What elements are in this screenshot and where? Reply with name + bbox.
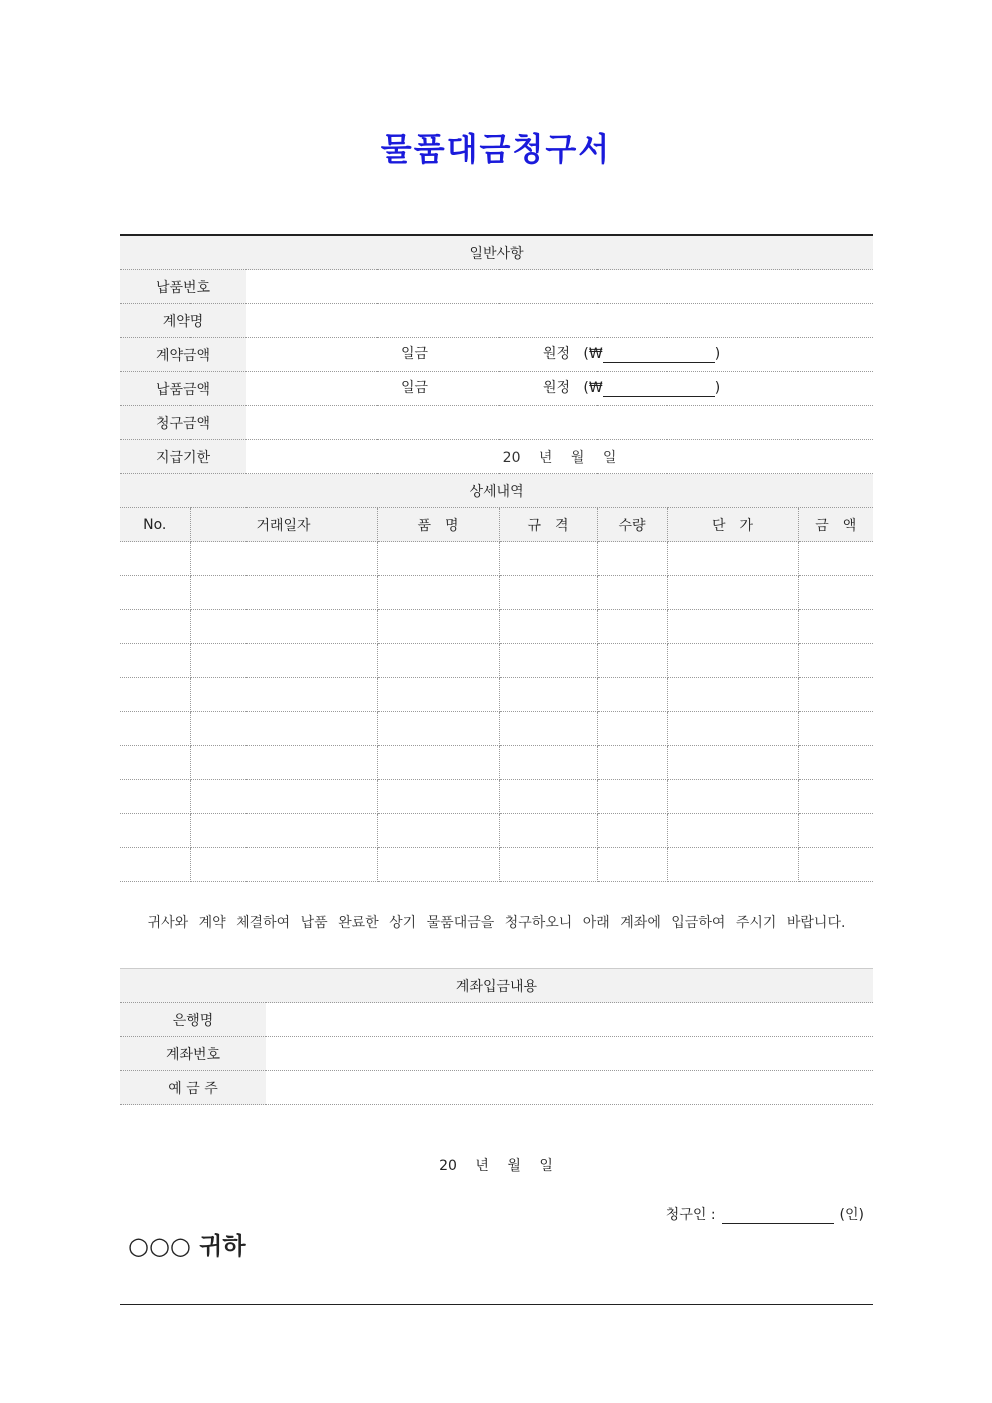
table-row: [120, 712, 873, 746]
account-no-label: 계좌번호: [120, 1037, 266, 1071]
table-cell[interactable]: [499, 780, 597, 814]
general-info-table: [120, 234, 873, 882]
table-cell[interactable]: [597, 542, 667, 576]
bank-label: 은행명: [120, 1003, 266, 1037]
contract-name-field[interactable]: [246, 304, 873, 338]
table-row: [120, 678, 873, 712]
table-cell[interactable]: [597, 610, 667, 644]
table-cell[interactable]: [667, 678, 798, 712]
due-date-field[interactable]: 20 년 월 일: [246, 440, 873, 474]
table-cell[interactable]: [120, 746, 190, 780]
table-cell[interactable]: [499, 576, 597, 610]
col-header-unit-price: 단 가: [667, 508, 798, 542]
recipient: ○○○ 귀하: [128, 1232, 246, 1260]
table-cell[interactable]: [377, 780, 499, 814]
details-header-row: [120, 508, 873, 542]
table-cell[interactable]: [377, 678, 499, 712]
table-cell[interactable]: [377, 712, 499, 746]
holder-label: 예 금 주: [120, 1071, 266, 1105]
claim-amount-label: 청구금액: [120, 406, 246, 440]
table-row: [120, 542, 873, 576]
delivery-amount-field[interactable]: [246, 372, 873, 406]
table-row: [120, 780, 873, 814]
account-no-field[interactable]: [266, 1037, 873, 1071]
table-row: [120, 848, 873, 882]
table-cell[interactable]: [190, 576, 377, 610]
table-cell[interactable]: [667, 746, 798, 780]
table-row: [120, 814, 873, 848]
table-cell[interactable]: [120, 780, 190, 814]
table-cell[interactable]: [499, 848, 597, 882]
table-cell[interactable]: [190, 678, 377, 712]
table-cell[interactable]: [190, 542, 377, 576]
delivery-no-label: 납품번호: [120, 270, 246, 304]
table-cell[interactable]: [190, 848, 377, 882]
table-cell[interactable]: [667, 576, 798, 610]
table-cell[interactable]: [377, 814, 499, 848]
claimant-label: 청구인 :: [665, 1207, 716, 1223]
table-cell[interactable]: [597, 644, 667, 678]
col-header-no: No.: [120, 508, 190, 542]
table-cell[interactable]: [190, 644, 377, 678]
col-header-item: 품 명: [377, 508, 499, 542]
table-cell[interactable]: [798, 712, 873, 746]
col-header-spec: 규 격: [499, 508, 597, 542]
account-info-table: [120, 968, 873, 1105]
table-cell[interactable]: [597, 848, 667, 882]
col-header-qty: 수량: [597, 508, 667, 542]
table-cell[interactable]: [798, 542, 873, 576]
claimant-signature-field[interactable]: [722, 1209, 834, 1224]
table-cell[interactable]: [667, 848, 798, 882]
table-cell[interactable]: [597, 780, 667, 814]
table-cell[interactable]: [667, 644, 798, 678]
table-cell[interactable]: [798, 678, 873, 712]
table-cell[interactable]: [499, 610, 597, 644]
table-cell[interactable]: [377, 644, 499, 678]
table-cell[interactable]: [667, 542, 798, 576]
table-cell[interactable]: [190, 746, 377, 780]
claim-notice: 귀사와 계약 체결하여 납품 완료한 상기 물품대금을 청구하오니 아래 계좌에 입금하여 주시기 바랍니다.: [147, 915, 846, 931]
table-cell[interactable]: [667, 814, 798, 848]
table-cell[interactable]: [377, 576, 499, 610]
table-cell[interactable]: [499, 678, 597, 712]
table-cell[interactable]: [597, 576, 667, 610]
details-section-title: 상세내역: [120, 474, 873, 508]
table-cell[interactable]: [120, 644, 190, 678]
table-cell[interactable]: [377, 746, 499, 780]
table-cell[interactable]: [499, 542, 597, 576]
table-cell[interactable]: [597, 678, 667, 712]
table-row: [120, 746, 873, 780]
contract-amount-label: 계약금액: [120, 338, 246, 372]
table-row: [120, 576, 873, 610]
table-row: [120, 644, 873, 678]
claimant-line: [666, 1204, 864, 1224]
table-cell[interactable]: [120, 678, 190, 712]
table-cell[interactable]: [798, 848, 873, 882]
ilgeum-text: 일금: [401, 345, 429, 362]
table-cell[interactable]: [499, 712, 597, 746]
table-cell[interactable]: [377, 610, 499, 644]
delivery-amount-label: 납품금액: [120, 372, 246, 406]
claim-date: 20 년 월 일: [439, 1158, 553, 1174]
footer-divider: [120, 1304, 873, 1305]
table-cell[interactable]: [120, 576, 190, 610]
table-cell[interactable]: [597, 814, 667, 848]
contract-name-label: 계약명: [120, 304, 246, 338]
table-cell[interactable]: [190, 610, 377, 644]
ilgeum-text: 일금: [401, 379, 429, 396]
table-cell[interactable]: [667, 780, 798, 814]
due-date-label: 지급기한: [120, 440, 246, 474]
table-cell[interactable]: [597, 712, 667, 746]
table-cell[interactable]: [499, 814, 597, 848]
table-cell[interactable]: [499, 746, 597, 780]
wonjeong-text: 원정 (₩ ): [543, 345, 721, 362]
table-cell[interactable]: [798, 814, 873, 848]
table-cell[interactable]: [190, 780, 377, 814]
account-section-title: 계좌입금내용: [120, 969, 873, 1003]
seal-text: (인): [839, 1207, 864, 1223]
table-cell[interactable]: [120, 542, 190, 576]
table-cell[interactable]: [597, 746, 667, 780]
bank-field[interactable]: [266, 1003, 873, 1037]
table-cell[interactable]: [120, 712, 190, 746]
col-header-amount: 금 액: [798, 508, 873, 542]
contract-amount-field[interactable]: [246, 338, 873, 372]
table-cell[interactable]: [798, 746, 873, 780]
table-cell[interactable]: [190, 712, 377, 746]
claim-amount-field[interactable]: [246, 406, 873, 440]
table-cell[interactable]: [120, 814, 190, 848]
table-cell[interactable]: [798, 576, 873, 610]
table-cell[interactable]: [120, 848, 190, 882]
table-cell[interactable]: [499, 644, 597, 678]
table-cell[interactable]: [377, 542, 499, 576]
table-cell[interactable]: [667, 712, 798, 746]
table-cell[interactable]: [798, 610, 873, 644]
document-title: 물품대금청구서: [380, 130, 612, 168]
table-cell[interactable]: [798, 644, 873, 678]
holder-field[interactable]: [266, 1071, 873, 1105]
col-header-date: 거래일자: [190, 508, 377, 542]
table-cell[interactable]: [667, 610, 798, 644]
wonjeong-text: 원정 (₩ ): [543, 379, 721, 396]
general-section-title: 일반사항: [120, 235, 873, 270]
table-row: [120, 610, 873, 644]
delivery-no-field[interactable]: [246, 270, 873, 304]
table-cell[interactable]: [120, 610, 190, 644]
table-cell[interactable]: [377, 848, 499, 882]
table-cell[interactable]: [190, 814, 377, 848]
table-cell[interactable]: [798, 780, 873, 814]
